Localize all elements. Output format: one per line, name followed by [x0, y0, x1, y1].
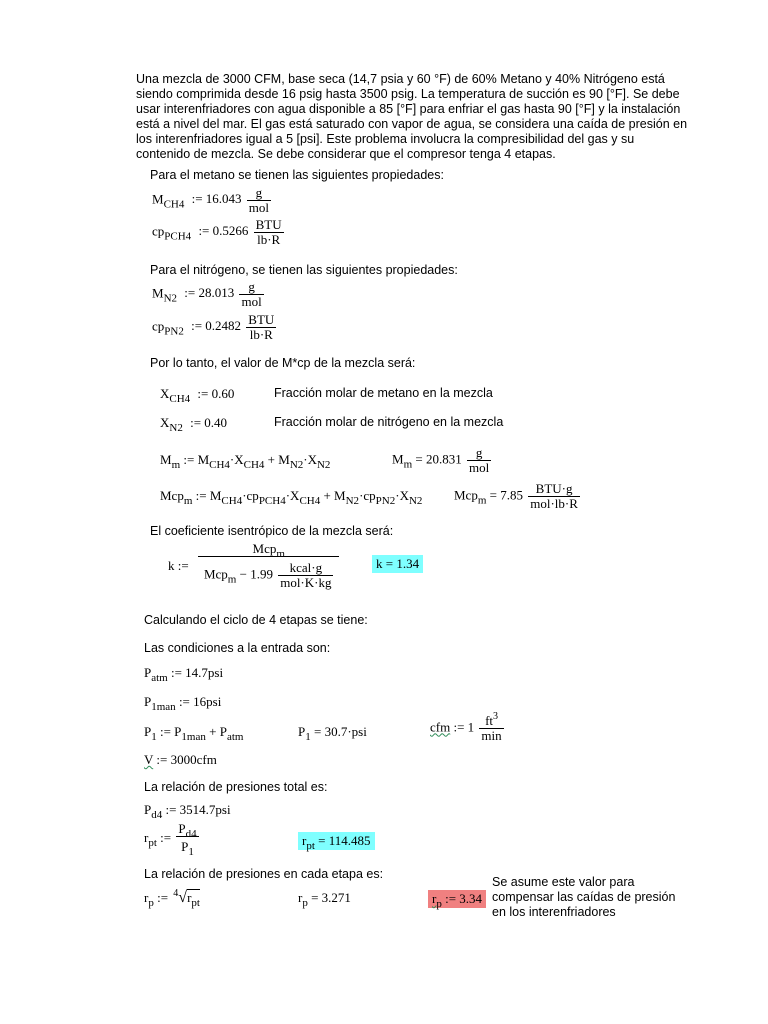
nitrogen-heading: Para el nitrógeno, se tienen las siguientes propiedades:: [150, 263, 458, 277]
rp-definition: $r_p$ := $^4√r_{pt}$: [144, 888, 200, 909]
methane-heading: Para el metano se tienen las siguientes propiedades:: [150, 168, 444, 182]
intro-line-2: siendo comprimida desde 16 psig hasta 3500 psig. La temperatura de succión es 90 [°F]. Se debe: [136, 87, 680, 101]
assumption-note-3: en los interenfriadores: [492, 905, 616, 919]
intro-line-5: los interenfriadores igual a 5 [psi]. Este problema involucra la compresibilidad del gas y su: [136, 132, 635, 146]
x-ch4-description: Fracción molar de metano en la mezcla: [274, 386, 493, 400]
isentropic-heading: El coeficiente isentrópico de la mezcla será:: [150, 524, 394, 538]
p1-definition: $P_1$ := $P_{1man} + P_{atm}$: [144, 724, 244, 743]
mixture-heading: Por lo tanto, el valor de M*cp de la mezcla será:: [150, 356, 416, 370]
pd4-eq: $P_{d4}$ := 3514.7psi: [144, 802, 231, 821]
intro-line-4: está a nivel del mar. El gas está saturado con vapor de agua, se considera una caída de presión en: [136, 117, 688, 131]
intro-line-6: contenido de mezcla. Se debe considerar que el compresor tenga 4 etapas.: [136, 147, 556, 161]
rp-assumed: $r_p$ := 3.34: [428, 890, 486, 908]
rp-result: $r_p = 3.271$: [298, 890, 351, 909]
p1man-eq: $P_{1man}$ := 16psi: [144, 694, 222, 713]
cycle-heading: Calculando el ciclo de 4 etapas se tiene:: [144, 613, 368, 627]
nitrogen-molar-mass-eq: $M_{N2}$ := 28.013 $\frac{g}{\text{mol}}$: [152, 279, 262, 309]
cfm-definition: cfm := 1 $\frac{ft^3}{\min}$: [430, 711, 502, 743]
ratio-stage-heading: La relación de presiones en cada etapa es:: [144, 867, 384, 881]
mcp-definition: Mcp$_m$ := $M_{CH4}\cdot cp_{PCH4}\cdot X_{CH4} + M_{N2}\cdot cp_{PN2}\cdot X_{N2}$: [160, 488, 423, 507]
intro-line-3: usar interenfriadores con agua disponible a 85 [°F] para enfriar el gas hasta 90 [°F] y la instalación: [136, 102, 681, 116]
inlet-heading: Las condiciones a la entrada son:: [144, 641, 331, 655]
k-result: k = 1.34: [372, 555, 423, 573]
rpt-result: $r_{pt} = 114.485$: [298, 832, 375, 850]
v-definition: V := 3000cfm: [144, 752, 217, 767]
x-n2-eq: $X_{N2}$ := 0.40: [160, 415, 228, 434]
rpt-definition: $r_{pt}$ := $\frac{P_{d4}}{P_1}$: [144, 821, 197, 858]
methane-cp-eq: $cp_{PCH4}$ := 0.5266 $\frac{\text{BTU}}{lb\cdot R}$: [152, 217, 282, 247]
ratio-total-heading: La relación de presiones total es:: [144, 780, 328, 794]
mm-definition: $M_m$ := $M_{CH4}\cdot X_{CH4} + M_{N2}\cdot X_{N2}$: [160, 452, 331, 471]
patm-eq: $P_{atm}$ := 14.7psi: [144, 665, 224, 684]
assumption-note-2: compensar las caídas de presión: [492, 890, 676, 904]
mcp-result: Mcp$_m$ = 7.85 $\frac{\text{BTU·g}}{\text{mol·lb·R}}$: [454, 481, 578, 511]
methane-molar-mass-eq: $M_{CH4}$ := 16.043 $\frac{g}{\text{mol}}$: [152, 185, 270, 215]
assumption-note-1: Se asume este valor para: [492, 875, 635, 889]
x-ch4-eq: $X_{CH4}$ := 0.60: [160, 386, 235, 405]
k-definition: k := Mcp$_m$ Mcp$_m$ − 1.99 $\frac{\text{kcal·g}}{\text{mol·K·kg}}$: [168, 542, 339, 590]
intro-line-1: Una mezcla de 3000 CFM, base seca (14,7 psia y 60 °F) de 60% Metano y 40% Nitrógeno está: [136, 72, 665, 86]
x-n2-description: Fracción molar de nitrógeno en la mezcla: [274, 415, 504, 429]
nitrogen-cp-eq: $cp_{PN2}$ := 0.2482 $\frac{\text{BTU}}{lb\cdot R}$: [152, 312, 275, 342]
p1-result: $P_1 = 30.7\cdot psi$: [298, 724, 367, 743]
mm-result: $M_m = 20.831$ $\frac{g}{\text{mol}}$: [392, 445, 490, 475]
